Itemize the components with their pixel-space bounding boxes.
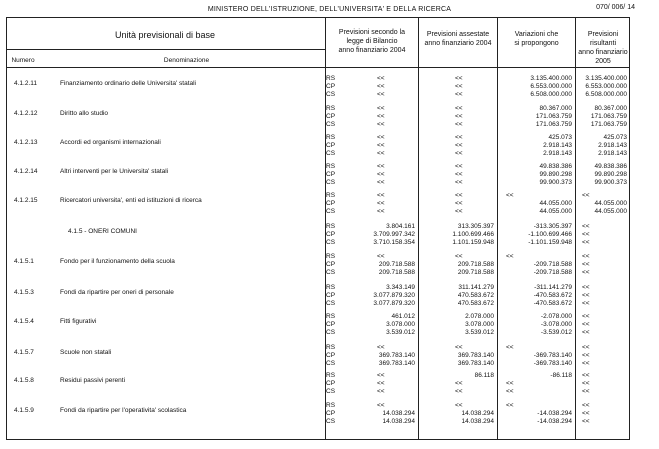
col2-header (419, 30, 497, 48)
amount-value: 171.063.759 (535, 113, 572, 120)
amount-cell-c1 (343, 223, 415, 247)
amount-value: << (582, 329, 590, 336)
row-type-labels (326, 192, 342, 216)
amount-value: -14.038.294 (537, 418, 572, 425)
amount-value: << (506, 192, 514, 199)
col3-header-line: Variazioni che (514, 31, 559, 38)
amount-value: 3.078.000 (465, 321, 494, 328)
amount-value: -470.583.672 (533, 292, 572, 299)
amount-value: << (582, 380, 590, 387)
amount-value: 425.073 (603, 134, 627, 141)
type-label: CP (326, 142, 336, 149)
numero-header: Numero (11, 57, 35, 64)
amount-value: 2.918.143 (543, 142, 572, 149)
amount-value: 6.508.000.000 (585, 91, 627, 98)
amount-value: << (455, 179, 463, 186)
amount-value: << (582, 388, 590, 395)
amount-value: << (377, 150, 385, 157)
amount-cell-c4 (578, 223, 627, 247)
amount-cell-c3 (500, 253, 572, 277)
amount-cell-c3 (500, 163, 572, 187)
amount-value: 171.063.759 (590, 113, 627, 120)
amount-value: -1.101.159.948 (528, 239, 572, 246)
row-number: 4.1.5.8 (14, 377, 34, 384)
row-type-labels (326, 105, 342, 129)
amount-cell-c4 (578, 75, 627, 99)
amount-value: 14.038.294 (461, 418, 494, 425)
type-label: RS (326, 75, 336, 82)
amount-value: << (582, 321, 590, 328)
col2-header-line: Previsioni assestate (426, 31, 490, 38)
amount-value: << (377, 83, 385, 90)
amount-cell-c3 (500, 134, 572, 158)
amount-value: << (506, 253, 514, 260)
amount-cell-c2 (423, 105, 494, 129)
type-label: CS (326, 121, 336, 128)
row-description: Fondo per il funzionamento della scuola (60, 258, 175, 265)
amount-value: 313.305.397 (457, 223, 494, 230)
amount-value: << (582, 344, 590, 351)
amount-value: << (455, 192, 463, 199)
amount-value: << (582, 402, 590, 409)
row-number: 4.1.2.15 (14, 197, 38, 204)
row-type-labels (326, 372, 342, 396)
row-description: Fondi da ripartire per l'operativita' scolastica (60, 407, 187, 414)
amount-value: 44.055.000 (539, 200, 572, 207)
amount-value: -209.718.588 (533, 261, 572, 268)
type-label: CP (326, 292, 336, 299)
amount-value: 44.055.000 (539, 208, 572, 215)
amount-value: -3.078.000 (540, 321, 572, 328)
row-type-labels (326, 163, 342, 187)
amount-value: << (455, 75, 463, 82)
amount-cell-c1 (343, 402, 415, 426)
row-description: Diritto allo studio (60, 110, 109, 117)
row-type-labels (326, 253, 342, 277)
type-label: RS (326, 284, 336, 291)
amount-value: << (506, 388, 514, 395)
row-number: 4.1.5.7 (14, 349, 34, 356)
col1-header-line: Previsioni secondo la (338, 29, 406, 36)
col3-header-line: si propongono (514, 40, 559, 47)
type-label: CS (326, 269, 336, 276)
type-label: CP (326, 380, 336, 387)
amount-value: -2.078.000 (540, 313, 572, 320)
row-type-labels (326, 344, 342, 368)
type-label: RS (326, 105, 336, 112)
amount-value: << (377, 134, 385, 141)
amount-value: 209.718.588 (457, 261, 494, 268)
amount-cell-c1 (343, 372, 415, 396)
page-code: 070/ 006/ 14 (596, 4, 635, 11)
amount-value: << (582, 284, 590, 291)
amount-value: 3.710.158.354 (373, 239, 415, 246)
amount-value: << (455, 91, 463, 98)
divider-line (6, 67, 630, 68)
amount-value: 1.100.699.466 (452, 231, 494, 238)
row-type-labels (326, 284, 342, 308)
amount-value: 99.890.298 (594, 171, 627, 178)
amount-value: << (582, 261, 590, 268)
type-label: RS (326, 163, 336, 170)
amount-cell-c2 (423, 402, 494, 426)
amount-value: << (377, 142, 385, 149)
amount-value: 171.063.759 (590, 121, 627, 128)
row-number: 4.1.5.1 (14, 258, 34, 265)
amount-cell-c1 (343, 105, 415, 129)
amount-value: << (377, 208, 385, 215)
amount-value: 2.918.143 (598, 150, 627, 157)
row-number: 4.1.2.11 (14, 80, 38, 87)
col2-header-line: anno finanziario 2004 (424, 40, 492, 47)
type-label: RS (326, 253, 336, 260)
amount-value: << (377, 163, 385, 170)
amount-cell-c1 (343, 163, 415, 187)
amount-value: 171.063.759 (535, 121, 572, 128)
amount-cell-c2 (423, 344, 494, 368)
amount-cell-c1 (343, 284, 415, 308)
col1-header (326, 28, 418, 55)
amount-cell-c4 (578, 372, 627, 396)
amount-cell-c2 (423, 163, 494, 187)
row-description: Residui passivi perenti (60, 377, 126, 384)
type-label: CP (326, 171, 336, 178)
amount-value: 6.553.000.000 (530, 83, 572, 90)
amount-value: 311.141.279 (458, 284, 494, 291)
amount-value: 3.804.161 (386, 223, 415, 230)
amount-cell-c2 (423, 253, 494, 277)
amount-value: << (455, 105, 463, 112)
amount-value: 2.918.143 (598, 142, 627, 149)
row-type-labels (326, 313, 342, 337)
type-label: RS (326, 134, 336, 141)
col1-header-line: legge di Bilancio (346, 38, 398, 45)
row-number: 4.1.5.3 (14, 289, 34, 296)
amount-value: 99.900.373 (594, 179, 627, 186)
type-label: CS (326, 360, 336, 367)
amount-cell-c3 (500, 372, 572, 396)
type-label: RS (326, 402, 336, 409)
amount-value: 80.367.000 (594, 105, 627, 112)
amount-cell-c2 (423, 223, 494, 247)
amount-cell-c4 (578, 134, 627, 158)
amount-value: 470.583.672 (457, 292, 494, 299)
amount-value: 49.838.386 (539, 163, 572, 170)
row-description: Scuole non statali (60, 349, 112, 356)
amount-value: 209.718.588 (378, 261, 415, 268)
amount-value: << (455, 380, 463, 387)
amount-value: -86.118 (550, 372, 572, 379)
amount-value: << (455, 388, 463, 395)
row-description: Finanziamento ordinario delle Universita' statali (60, 80, 197, 87)
col4-header (576, 30, 630, 66)
amount-value: << (455, 402, 463, 409)
amount-value: 3.078.000 (386, 321, 415, 328)
amount-value: << (377, 192, 385, 199)
amount-value: << (377, 388, 385, 395)
amount-value: << (455, 150, 463, 157)
amount-value: 6.553.000.000 (585, 83, 627, 90)
amount-value: 369.783.140 (378, 360, 415, 367)
amount-cell-c3 (500, 75, 572, 99)
type-label: CS (326, 179, 336, 186)
type-label: RS (326, 372, 336, 379)
amount-value: -470.583.672 (533, 300, 572, 307)
amount-cell-c2 (423, 192, 494, 216)
amount-value: 3.077.879.320 (373, 292, 415, 299)
row-number: 4.1.5.4 (14, 318, 34, 325)
ministry-title: MINISTERO DELL'ISTRUZIONE, DELL'UNIVERSITA' E DELLA RICERCA (207, 6, 452, 13)
amount-value: << (377, 179, 385, 186)
amount-cell-c3 (500, 192, 572, 216)
row-description: Fondi da ripartire per oneri di personale (60, 289, 174, 296)
amount-value: << (506, 402, 514, 409)
type-label: CS (326, 300, 336, 307)
amount-value: -14.038.294 (537, 410, 572, 417)
row-number: 4.1.2.13 (14, 139, 38, 146)
amount-value: 2.078.000 (465, 313, 494, 320)
amount-value: << (377, 372, 385, 379)
amount-value: -313.305.397 (533, 223, 572, 230)
amount-value: 3.539.012 (465, 329, 494, 336)
amount-value: << (455, 121, 463, 128)
row-number: 4.1.2.12 (14, 110, 38, 117)
table-row (0, 402, 659, 443)
row-type-labels (326, 223, 342, 247)
amount-value: 14.038.294 (461, 410, 494, 417)
type-label: CP (326, 231, 336, 238)
type-label: CS (326, 418, 336, 425)
amount-value: << (582, 313, 590, 320)
amount-cell-c2 (423, 372, 494, 396)
amount-value: 3.539.012 (386, 329, 415, 336)
amount-cell-c4 (578, 192, 627, 216)
amount-cell-c3 (500, 223, 572, 247)
amount-value: 86.118 (474, 372, 494, 379)
amount-value: -369.783.140 (533, 360, 572, 367)
amount-value: << (582, 300, 590, 307)
unita-header: Unità previsionali di base (114, 30, 216, 40)
type-label: CP (326, 83, 336, 90)
amount-cell-c4 (578, 313, 627, 337)
amount-value: << (582, 352, 590, 359)
amount-cell-c4 (578, 253, 627, 277)
amount-value: << (455, 171, 463, 178)
amount-value: 369.783.140 (457, 360, 494, 367)
amount-cell-c2 (423, 313, 494, 337)
amount-value: -369.783.140 (533, 352, 572, 359)
amount-value: 3.135.400.000 (530, 75, 572, 82)
amount-value: << (582, 223, 590, 230)
amount-value: << (377, 75, 385, 82)
amount-cell-c3 (500, 313, 572, 337)
amount-value: 80.367.000 (539, 105, 572, 112)
amount-cell-c3 (500, 284, 572, 308)
col3-header (498, 30, 575, 48)
amount-value: 209.718.588 (457, 269, 494, 276)
amount-value: << (582, 418, 590, 425)
amount-cell-c1 (343, 344, 415, 368)
amount-cell-c1 (343, 134, 415, 158)
amount-value: << (582, 372, 590, 379)
amount-value: << (455, 142, 463, 149)
amount-value: 44.055.000 (594, 200, 627, 207)
type-label: CS (326, 329, 336, 336)
amount-cell-c4 (578, 163, 627, 187)
row-type-labels (326, 402, 342, 426)
amount-value: << (377, 91, 385, 98)
amount-value: << (455, 113, 463, 120)
type-label: CP (326, 200, 336, 207)
divider-line (6, 49, 325, 50)
type-label: CP (326, 410, 336, 417)
amount-value: << (455, 200, 463, 207)
amount-cell-c2 (423, 134, 494, 158)
amount-value: << (582, 239, 590, 246)
type-label: CS (326, 388, 336, 395)
amount-value: -209.718.588 (533, 269, 572, 276)
amount-value: << (377, 200, 385, 207)
amount-cell-c4 (578, 344, 627, 368)
amount-value: << (582, 410, 590, 417)
amount-cell-c3 (500, 344, 572, 368)
amount-value: << (377, 105, 385, 112)
row-type-labels (326, 134, 342, 158)
amount-value: << (582, 269, 590, 276)
amount-cell-c3 (500, 105, 572, 129)
amount-value: 14.038.294 (382, 410, 415, 417)
amount-value: << (455, 163, 463, 170)
row-description: Altri interventi per le Universita' statali (60, 168, 169, 175)
amount-cell-c2 (423, 75, 494, 99)
row-number: 4.1.2.14 (14, 168, 38, 175)
amount-value: 1.101.159.948 (452, 239, 494, 246)
amount-value: << (582, 253, 590, 260)
row-description: Fitti figurativi (60, 318, 97, 325)
amount-cell-c4 (578, 105, 627, 129)
amount-value: << (455, 253, 463, 260)
type-label: CS (326, 91, 336, 98)
type-label: RS (326, 223, 336, 230)
type-label: RS (326, 313, 336, 320)
type-label: CP (326, 352, 336, 359)
amount-value: << (582, 192, 590, 199)
amount-value: 99.890.298 (539, 171, 572, 178)
amount-value: << (455, 83, 463, 90)
type-label: RS (326, 344, 336, 351)
amount-value: << (582, 231, 590, 238)
amount-cell-c3 (500, 402, 572, 426)
row-description: Ricercatori universita', enti ed istituzioni di ricerca (60, 197, 202, 204)
amount-value: 369.783.140 (378, 352, 415, 359)
type-label: RS (326, 192, 336, 199)
amount-value: 6.508.000.000 (530, 91, 572, 98)
amount-value: 3.343.149 (386, 284, 415, 291)
col1-header-line: anno finanziario 2004 (338, 47, 406, 54)
amount-value: << (377, 121, 385, 128)
amount-value: << (455, 134, 463, 141)
amount-value: 369.783.140 (457, 352, 494, 359)
amount-value: 14.038.294 (382, 418, 415, 425)
col4-header-line: Previsioni risultanti (587, 31, 619, 47)
row-number: 4.1.5.9 (14, 407, 34, 414)
amount-value: 2.918.143 (543, 150, 572, 157)
amount-value: 44.055.000 (594, 208, 627, 215)
denominazione-header: Denominazione (163, 57, 210, 64)
amount-cell-c4 (578, 402, 627, 426)
type-label: CS (326, 150, 336, 157)
amount-value: -1.100.699.466 (528, 231, 572, 238)
amount-value: << (582, 360, 590, 367)
amount-value: 470.583.672 (457, 300, 494, 307)
type-label: CP (326, 261, 336, 268)
type-label: CS (326, 239, 336, 246)
amount-cell-c1 (343, 192, 415, 216)
row-description: Accordi ed organismi internazionali (60, 139, 161, 146)
amount-value: 209.718.588 (378, 269, 415, 276)
type-label: CP (326, 321, 336, 328)
amount-value: 99.900.373 (539, 179, 572, 186)
amount-value: 49.838.386 (594, 163, 627, 170)
amount-value: << (455, 208, 463, 215)
amount-value: 425.073 (548, 134, 572, 141)
amount-value: << (377, 344, 385, 351)
amount-value: 3.077.879.320 (373, 300, 415, 307)
amount-value: << (377, 171, 385, 178)
amount-value: << (377, 113, 385, 120)
amount-cell-c4 (578, 284, 627, 308)
type-label: CP (326, 113, 336, 120)
amount-value: << (377, 253, 385, 260)
amount-cell-c1 (343, 75, 415, 99)
amount-value: << (582, 292, 590, 299)
row-type-labels (326, 75, 342, 99)
amount-value: << (455, 344, 463, 351)
group-heading: 4.1.5 - ONERI COMUNI (68, 228, 137, 235)
amount-value: 3.709.997.342 (373, 231, 415, 238)
type-label: CS (326, 208, 336, 215)
amount-cell-c1 (343, 253, 415, 277)
amount-value: -3.539.012 (540, 329, 572, 336)
amount-value: 3.135.400.000 (585, 75, 627, 82)
amount-value: 461.012 (391, 313, 415, 320)
amount-cell-c1 (343, 313, 415, 337)
amount-value: << (506, 380, 514, 387)
amount-value: << (377, 380, 385, 387)
amount-value: << (377, 402, 385, 409)
amount-value: -311.141.279 (534, 284, 572, 291)
amount-value: << (506, 344, 514, 351)
col4-header-line: anno finanziario 2005 (578, 49, 628, 65)
amount-cell-c2 (423, 284, 494, 308)
